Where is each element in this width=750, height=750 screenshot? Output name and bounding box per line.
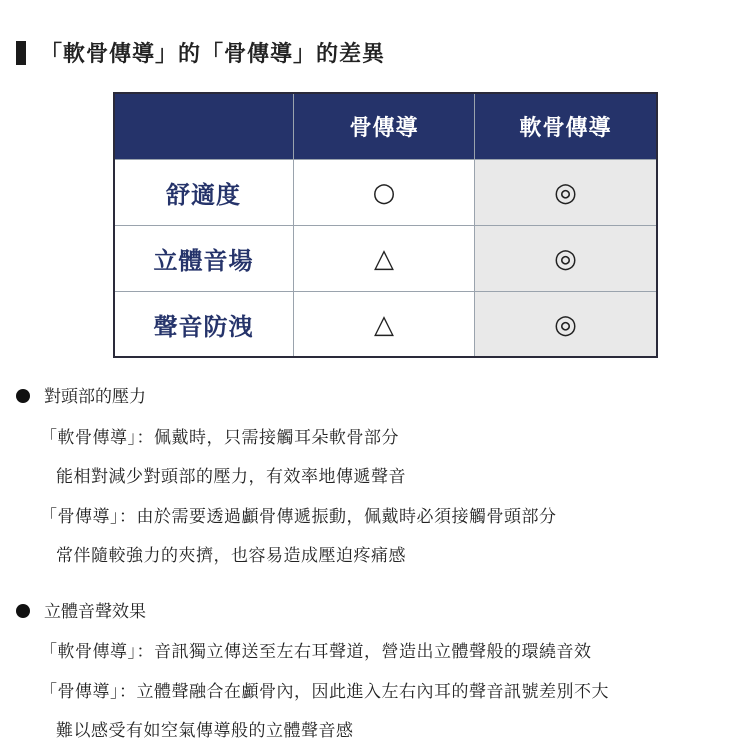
title-marker	[16, 41, 26, 65]
section-heading	[16, 597, 146, 622]
rating-cartilage-cell: ◎	[475, 226, 657, 292]
section-heading	[16, 382, 146, 407]
paragraph-line: 「骨傳導」：由於需要透過顱骨傳遞振動，佩戴時必須接觸骨頭部分	[40, 507, 557, 527]
header-bone-conduction: 骨傳導	[294, 93, 475, 160]
page-title: 「軟骨傳導」的「骨傳導」的差異	[40, 42, 386, 67]
table-row	[114, 292, 657, 358]
rating-bone-cell: △	[294, 226, 475, 292]
comparison-table	[113, 92, 657, 358]
rating-cartilage-cell: ◎	[475, 292, 657, 358]
paragraph-line: 「軟骨傳導」：佩戴時，只需接觸耳朵軟骨部分	[40, 428, 399, 448]
rating-cartilage-cell: ◎	[475, 160, 657, 226]
header-blank-cell	[114, 93, 294, 160]
feature-cell: 立體音場	[114, 226, 294, 292]
section-heading-text: 對頭部的壓力	[44, 387, 146, 407]
paragraph-line: 能相對減少對頭部的壓力，有效率地傳遞聲音	[56, 467, 406, 487]
table-header-row	[114, 93, 657, 160]
paragraph-line: 難以感受有如空氣傳導般的立體聲音感	[56, 721, 354, 741]
table-row	[114, 226, 657, 292]
feature-cell: 聲音防洩	[114, 292, 294, 358]
paragraph-line: 常伴隨較強力的夾擠，也容易造成壓迫疼痛感	[56, 546, 406, 566]
bullet-icon	[16, 604, 30, 618]
header-cartilage-conduction: 軟骨傳導	[475, 93, 657, 160]
table-row	[114, 160, 657, 226]
bullet-icon	[16, 389, 30, 403]
section-heading-text: 立體音聲效果	[44, 602, 146, 622]
paragraph-line: 「骨傳導」：立體聲融合在顱骨內，因此進入左右內耳的聲音訊號差別不大	[40, 682, 609, 702]
rating-bone-cell: △	[294, 292, 475, 358]
rating-bone-cell: ○	[294, 160, 475, 226]
feature-cell: 舒適度	[114, 160, 294, 226]
paragraph-line: 「軟骨傳導」：音訊獨立傳送至左右耳聲道，營造出立體聲般的環繞音效	[40, 642, 592, 662]
